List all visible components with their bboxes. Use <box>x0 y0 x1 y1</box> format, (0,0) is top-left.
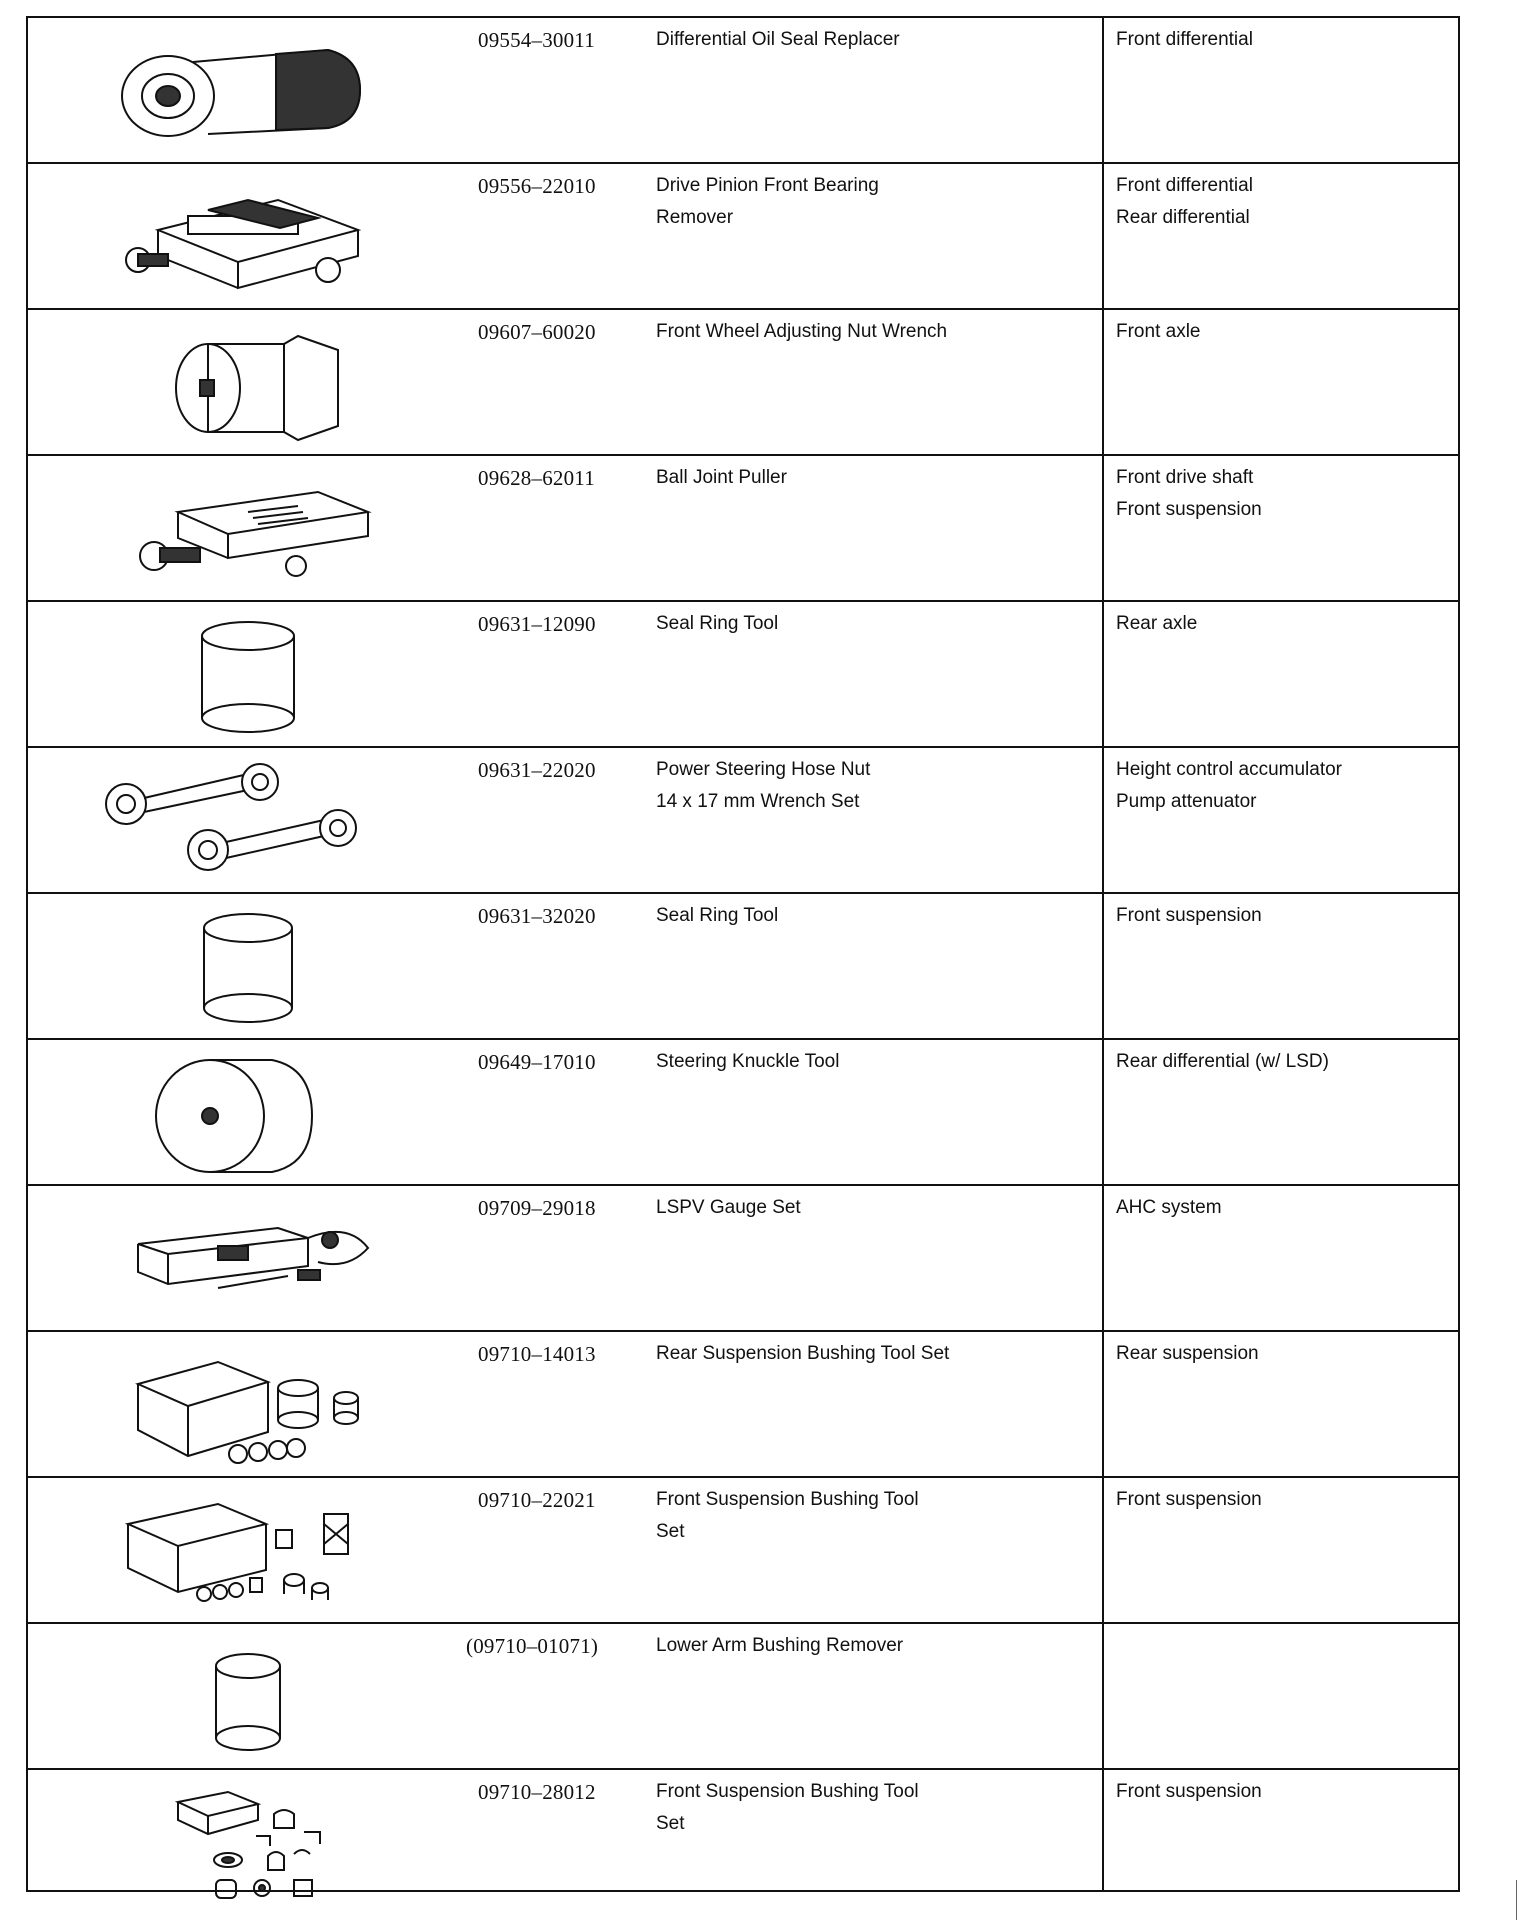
application-line: Front suspension <box>1116 1489 1262 1510</box>
table-row <box>28 164 1458 310</box>
tool-name-cell <box>626 1186 1102 1330</box>
table-row <box>28 310 1458 456</box>
tool-name-line: Front Wheel Adjusting Nut Wrench <box>656 321 948 342</box>
tool-name-line: Steering Knuckle Tool <box>656 1051 840 1072</box>
part-number: (09710–01071) <box>466 1634 599 1658</box>
tool-name-line: Power Steering Hose Nut <box>656 759 871 780</box>
tool-name-line: Front Suspension Bushing Tool <box>656 1489 919 1510</box>
tool-illustration-cell <box>28 602 446 746</box>
tool-name-line: Remover <box>656 207 734 228</box>
part-number-cell <box>446 310 626 454</box>
oil-seal-replacer-icon <box>98 24 398 158</box>
tool-name-cell <box>626 602 1102 746</box>
tool-illustration-cell <box>28 1186 446 1330</box>
tool-name-cell <box>626 18 1102 162</box>
application-line: AHC system <box>1116 1197 1222 1218</box>
bushing-tool-set-icon <box>98 1484 398 1618</box>
application-cell <box>1102 164 1458 308</box>
application-cell <box>1102 1770 1458 1890</box>
application-line: Front drive shaft <box>1116 467 1254 488</box>
tool-illustration-cell <box>28 1624 446 1768</box>
tool-illustration-cell <box>28 18 446 162</box>
table-row <box>28 748 1458 894</box>
application-cell <box>1102 1040 1458 1184</box>
application-cell <box>1102 456 1458 600</box>
tool-name-cell <box>626 894 1102 1038</box>
table-row <box>28 18 1458 164</box>
part-number: 09554–30011 <box>478 28 595 52</box>
application-cell <box>1102 18 1458 162</box>
part-number: 09631–22020 <box>478 758 596 782</box>
part-number-cell <box>446 18 626 162</box>
table-row <box>28 602 1458 748</box>
tool-name-cell <box>626 1624 1102 1768</box>
tool-name-cell <box>626 164 1102 308</box>
tool-name-line: LSPV Gauge Set <box>656 1197 801 1218</box>
part-number-cell <box>446 602 626 746</box>
seal-ring-icon <box>98 900 398 1034</box>
application-line: Front axle <box>1116 321 1201 342</box>
application-cell <box>1102 748 1458 892</box>
bushing-tool-set-icon <box>98 1776 398 1910</box>
part-number: 09710–14013 <box>478 1342 596 1366</box>
table-row <box>28 1186 1458 1332</box>
table-row <box>28 894 1458 1040</box>
tool-name-line: Rear Suspension Bushing Tool Set <box>656 1343 950 1364</box>
application-line: Rear differential (w/ LSD) <box>1116 1051 1329 1072</box>
special-service-tools-table <box>26 16 1460 1892</box>
part-number: 09631–32020 <box>478 904 596 928</box>
tool-illustration-cell <box>28 456 446 600</box>
part-number-cell <box>446 894 626 1038</box>
tool-illustration-cell <box>28 1332 446 1476</box>
gauge-set-icon <box>98 1192 398 1326</box>
tool-name-cell <box>626 1770 1102 1890</box>
tool-name-line: Set <box>656 1521 685 1542</box>
part-number: 09556–22010 <box>478 174 596 198</box>
bushing-remover-icon <box>98 1630 398 1764</box>
application-line: Front differential <box>1116 29 1253 50</box>
part-number: 09710–28012 <box>478 1780 596 1804</box>
table-row <box>28 1332 1458 1478</box>
tool-illustration-cell <box>28 1478 446 1622</box>
part-number-cell <box>446 456 626 600</box>
tool-name-line: Differential Oil Seal Replacer <box>656 29 900 50</box>
table-row <box>28 1478 1458 1624</box>
tool-illustration-cell <box>28 1770 446 1890</box>
part-number-cell <box>446 1478 626 1622</box>
part-number: 09710–22021 <box>478 1488 596 1512</box>
part-number-cell <box>446 164 626 308</box>
table-row <box>28 456 1458 602</box>
tool-name-cell <box>626 1040 1102 1184</box>
application-cell <box>1102 1332 1458 1476</box>
part-number: 09628–62011 <box>478 466 595 490</box>
application-cell <box>1102 1478 1458 1622</box>
part-number-cell <box>446 1770 626 1890</box>
part-number-cell <box>446 1040 626 1184</box>
part-number-cell <box>446 1186 626 1330</box>
tool-name-cell <box>626 310 1102 454</box>
tool-illustration-cell <box>28 1040 446 1184</box>
application-line: Height control accumulator <box>1116 759 1342 780</box>
application-line: Front suspension <box>1116 499 1262 520</box>
table-row <box>28 1770 1458 1890</box>
margin-mark <box>1516 1880 1517 1920</box>
application-line: Rear differential <box>1116 207 1250 228</box>
part-number-cell <box>446 1332 626 1476</box>
bushing-tool-set-icon <box>98 1338 398 1472</box>
socket-wrench-icon <box>98 316 398 450</box>
tool-name-line: Set <box>656 1813 685 1834</box>
tool-name-cell <box>626 456 1102 600</box>
table-row <box>28 1624 1458 1770</box>
flare-wrench-set-icon <box>98 754 398 888</box>
application-line: Rear suspension <box>1116 1343 1259 1364</box>
knuckle-tool-icon <box>98 1046 398 1180</box>
part-number-cell <box>446 1624 626 1768</box>
tool-name-line: Drive Pinion Front Bearing <box>656 175 879 196</box>
part-number: 09649–17010 <box>478 1050 596 1074</box>
application-cell <box>1102 1186 1458 1330</box>
tool-name-line: Lower Arm Bushing Remover <box>656 1635 904 1656</box>
tool-name-cell <box>626 748 1102 892</box>
tool-name-cell <box>626 1478 1102 1622</box>
application-line: Front differential <box>1116 175 1253 196</box>
tool-name-cell <box>626 1332 1102 1476</box>
part-number: 09607–60020 <box>478 320 596 344</box>
tool-illustration-cell <box>28 164 446 308</box>
ball-joint-puller-icon <box>98 462 398 596</box>
tool-illustration-cell <box>28 748 446 892</box>
application-line: Front suspension <box>1116 1781 1262 1802</box>
part-number: 09631–12090 <box>478 612 596 636</box>
tool-name-line: Seal Ring Tool <box>656 613 779 634</box>
part-number: 09709–29018 <box>478 1196 596 1220</box>
tool-name-line: 14 x 17 mm Wrench Set <box>656 791 860 812</box>
tool-name-line: Front Suspension Bushing Tool <box>656 1781 919 1802</box>
application-cell <box>1102 602 1458 746</box>
application-line: Rear axle <box>1116 613 1198 634</box>
application-cell <box>1102 894 1458 1038</box>
tool-name-line: Seal Ring Tool <box>656 905 779 926</box>
tool-illustration-cell <box>28 310 446 454</box>
bearing-remover-icon <box>98 170 398 304</box>
table-row <box>28 1040 1458 1186</box>
application-line: Front suspension <box>1116 905 1262 926</box>
tool-illustration-cell <box>28 894 446 1038</box>
seal-ring-icon <box>98 608 398 742</box>
tool-name-line: Ball Joint Puller <box>656 467 787 488</box>
application-cell <box>1102 1624 1458 1768</box>
application-line: Pump attenuator <box>1116 791 1257 812</box>
part-number-cell <box>446 748 626 892</box>
application-cell <box>1102 310 1458 454</box>
